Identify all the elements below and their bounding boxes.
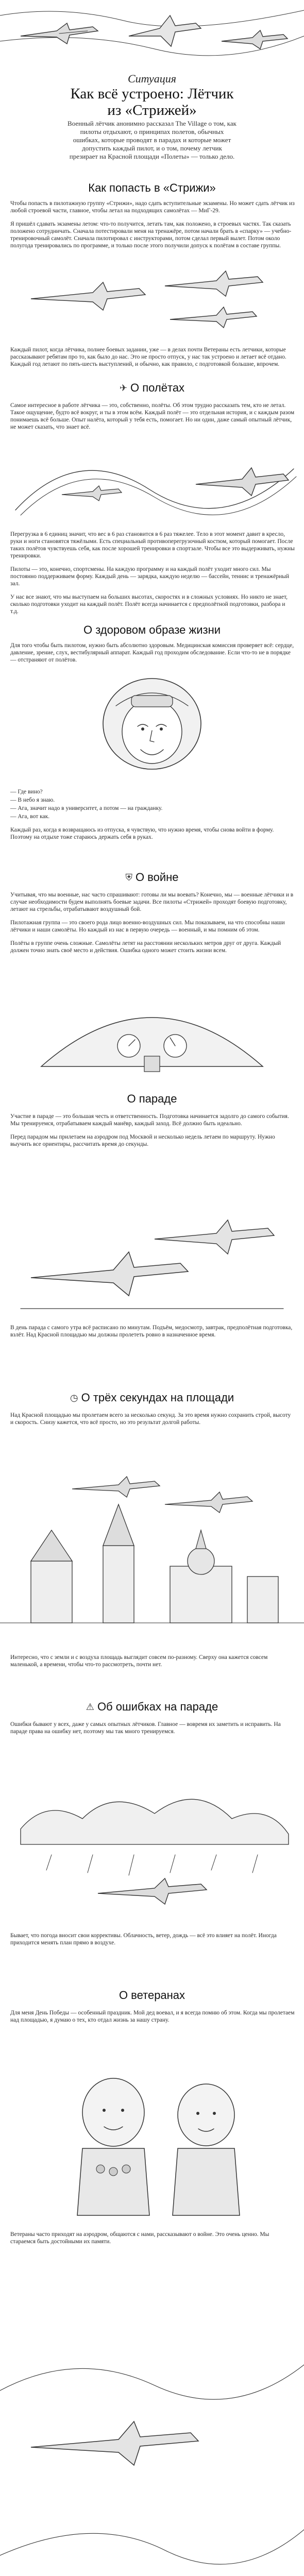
paragraph: Для того чтобы быть пилотом, нужно быть абсолютно здоровым. Медицинская комиссия проверяет всё: сердце, давление, зрение, слух, вестибулярный аппарат. Каждый год проходим обследование. Если что-то не в порядке — отстраняют от полётов. [10, 642, 294, 663]
paragraph: Перегрузка в 6 единиц значит, что вес в 6 раз становится в 6 раз тяжелее. Тело в этот момент давит в кресло, руки и ноги становятся тяжёлыми. Есть специальный противоперегрузочный костюм, который помогает. После таких полётов чувствуешь себя, как после хорошей тренировки в спортзале. Чтобы все это выдерживать, нужны тренировки. [10, 531, 295, 559]
jet-icon [170, 307, 257, 328]
jet-icon [98, 1878, 207, 1904]
aerobatics-illustration [0, 448, 304, 526]
lead-block [0, 120, 304, 161]
paragraph: Участие в параде — это большая честь и ответственность. Подготовка начинается задолго до самого события. Мы тренируемся, отрабатываем каждый манёвр, каждый заход. Всё должно быть идеально. [10, 1113, 289, 1127]
section-heading-veterans: О ветеранах [119, 1989, 185, 2002]
section-body-parade-2 [10, 1324, 295, 1345]
closing-illustration [0, 2287, 304, 2576]
section-body-veterans-2 [10, 2231, 295, 2251]
red-square-illustration [0, 1458, 304, 1643]
dialogue-line: — Ага, вот как. [10, 814, 50, 820]
veterans-illustration [0, 2056, 304, 2221]
page-title [0, 86, 304, 118]
paragraph: Перед парадом мы прилетаем на аэродром под Москвой и несколько недель летаем по маршруту. Нужно выучить все ориентиры, рассчитать время до секунды. [10, 1134, 275, 1147]
section-body-join [10, 200, 295, 256]
section-heading-flights [0, 381, 304, 395]
paragraph: У нас все знают, что мы выступаем на больших высотах, скоростях и в сложных условиях. Но никто не знает, сколько подготовки уходит на каждый полёт. Полёт всегда начинается с предполётной подготовки, разбора и т.д. [10, 594, 288, 615]
paragraph: Интересно, что с земли и с воздуха площадь выглядит совсем по-разному. Сверху она кажется совсем маленькой, а времени, чтобы что-то рассмотреть, почти нет. [10, 1654, 268, 1668]
paragraph: Учитывая, что мы военные, нас часто спрашивают: готовы ли мы воевать? Конечно, мы — военные лётчики и в случае необходимости будем выполнять боевые задачи. Все пилоты «Стрижей» проходят боевую подготовку, летают на стрельбы, отрабатывают воздушный бой. [10, 892, 294, 912]
kicker: Ситуация [127, 72, 176, 85]
paragraph: Бывает, что погода вносит свои коррективы. Облачность, ветер, дождь — всё это влияет на полёт. Иногда приходится менять план прямо в воздухе. [10, 1933, 277, 1946]
paragraph: Над Красной площадью мы пролетаем всего за несколько секунд. За это время нужно сохранить строй, высоту и скорость. Снизу кажется, что всё просто, но это результат долгой работы. [10, 1412, 291, 1426]
paragraph: В день парада с самого утра всё расписано по минутам. Подъём, медосмотр, завтрак, предполётная подготовка, взлёт. Над Красной площадью мы должны пролететь ровно в назначенное время. [10, 1325, 293, 1338]
section-body-flights-2 [10, 531, 295, 621]
warning-icon: ⚠ [86, 1702, 94, 1712]
heading-text: О трёх секундах на площади [81, 1391, 234, 1404]
section-body-health [10, 642, 295, 670]
jet-icon [165, 1492, 252, 1513]
section-body-three-seconds [10, 1412, 295, 1432]
jet-icon [31, 282, 145, 310]
title-line-2: из «Стрижей» [107, 102, 197, 118]
lead-text: Военный лётчик анонимно рассказал The Village о том, как пилоты отдыхают, о принципах полетов, обычных ошибках, которые проводят в парадах и которые может допустить каждый пилот, и о том, почему летчик презирает на Красной площади «Полеты» — только дело. [67, 120, 237, 160]
section-body-mistakes-2 [10, 1932, 295, 1953]
paragraph: Каждый пилот, когда лётчика, полнее боевых задании, уже — в делах почти Ветераны есть летчики, которые рассказывают ребятам про то, как было до нас. Это не просто отпуск, у нас так устроено и летает всё отдано. Каждый год летают по пять-шесть выступлений, и обычно, как правило, с подготовкой большие, впрочем. [10, 347, 286, 367]
section-body-parade [10, 1113, 295, 1154]
section-body-three-seconds-2 [10, 1654, 295, 1674]
heading-text: О войне [135, 871, 179, 884]
section-body-veterans [10, 2009, 295, 2030]
storm-flight-illustration [0, 1767, 304, 1922]
paragraph: Я пришёл сдавать экзамены летом: что-то получится, летать там, как положено, в строевых частях. Так сказать положено сотрудничать. Сначала потестировали меня на тренажёре, потом начали брать в «спарку» — учебно-тренировочный самолёт. Сначала пилотировал с инструкторами, потом сделал первый вылет. Потом около полугода тренировались по программе, и только после этого получили допуск к полётам в составе группы. [10, 221, 292, 249]
cockpit-illustration [0, 979, 304, 1082]
jet-icon [31, 2421, 198, 2465]
jets-formation-illustration [0, 258, 304, 340]
kremlin-icon [31, 1504, 278, 1623]
section-heading-join: Как попасть в «Стрижи» [88, 181, 216, 194]
paragraph: Ошибки бывают у всех, даже у самых опытных лётчиков. Главное — вовремя их заметить и исправить. На параде права на ошибку нет, поэтому мы так много тренируемся. [10, 1721, 281, 1735]
dialogue-line: — В небо я знаю. [10, 797, 55, 803]
paragraph: Ветераны часто приходят на аэродром, общаются с нами, рассказывают о войне. Это очень ценно. Мы стараемся быть достойными их памяти. [10, 2231, 269, 2245]
section-body-mistakes [10, 1721, 295, 1741]
section-heading-parade: О параде [127, 1092, 177, 1105]
title-line-1: Как всё устроено: Лётчик [70, 86, 234, 102]
jet-icon [62, 486, 122, 501]
paragraph: Самое интересное в работе лётчика — это, собственно, полёты. Об этом трудно рассказать тем, кто не летал. Такое ощущение, будто всё вокруг, и ты в этом всём. Каждый полёт — это отдельная история, и с каждым разом понимаешь всё больше. Опыт налёта, который у тебя есть, помогает. Но ни один, даже самый опытный лётчик, не может сказать, что знает всё. [10, 402, 295, 430]
jet-icon: ✈ [119, 383, 128, 393]
heading-text: О полётах [130, 381, 185, 394]
shield-icon: ⛨ [125, 872, 132, 883]
jet-icon [31, 1252, 188, 1296]
section-heading-three-seconds [0, 1391, 304, 1404]
jet-icon [196, 468, 289, 496]
header-illustration [0, 0, 304, 72]
jet-icon [72, 1477, 160, 1497]
clock-icon: ◷ [70, 1393, 78, 1403]
heading-text: Об ошибках на параде [97, 1700, 218, 1713]
paragraph: Для меня День Победы — особенный праздник. Мой дед воевал, и я всегда помню об этом. Когда мы пролетаем над площадью, я думаю о тех, кто отдал жизнь за нашу страну. [10, 2010, 295, 2023]
section-body-flights [10, 402, 295, 437]
dialogue-line: — Ага, значит надо в университет, а потом — на гражданку. [10, 805, 163, 811]
section-heading-health: О здоровом образе жизни [83, 623, 221, 636]
paragraph: Чтобы попасть в пилотажную группу «Стрижи», надо сдать вступительные экзамены. Но может сдать лётчик из любой строевой части, главное, чтобы летал на подходящих самолётах — МиГ-29. [10, 200, 295, 214]
jet-icon [155, 1220, 274, 1254]
paragraph: Полёты в группе очень сложные. Самолёты летят на расстоянии нескольких метров друг от друга. Каждый должен точно знать своё место и действия. Ошибка одного может стоить жизни всем. [10, 940, 281, 954]
title-block [0, 72, 304, 118]
pilot-portrait-illustration [0, 670, 304, 783]
jet-icon [165, 271, 263, 296]
section-heading-war [0, 871, 304, 884]
section-body-health-2 [10, 788, 295, 847]
paragraph: Пилоты — это, конечно, спортсмены. На каждую программу и на каждый полёт уходит много сил. Мы постоянно поддерживаем форму. Каждый день — зарядка, каждую неделю — бассейн, теннис и тренажёрный зал. [10, 566, 290, 587]
hangar-jets-illustration [0, 1185, 304, 1319]
section-body-war [10, 891, 295, 960]
dialogue-line: — Где вино? [10, 789, 43, 795]
section-body-join-2 [10, 346, 295, 374]
paragraph: Пилотажная группа — это своего рода лицо военно-воздушных сил. Мы показываем, на что способны наши лётчики и наши самолёты. Но каждый из нас в первую очередь — военный, и мы помним об этом. [10, 920, 285, 933]
section-heading-mistakes [0, 1700, 304, 1714]
paragraph: Каждый раз, когда я возвращаюсь из отпуска, я чувствую, что нужно время, чтобы снова войти в форму. Поэтому на отдыхе тоже стараюсь держать себя в руках. [10, 827, 274, 840]
